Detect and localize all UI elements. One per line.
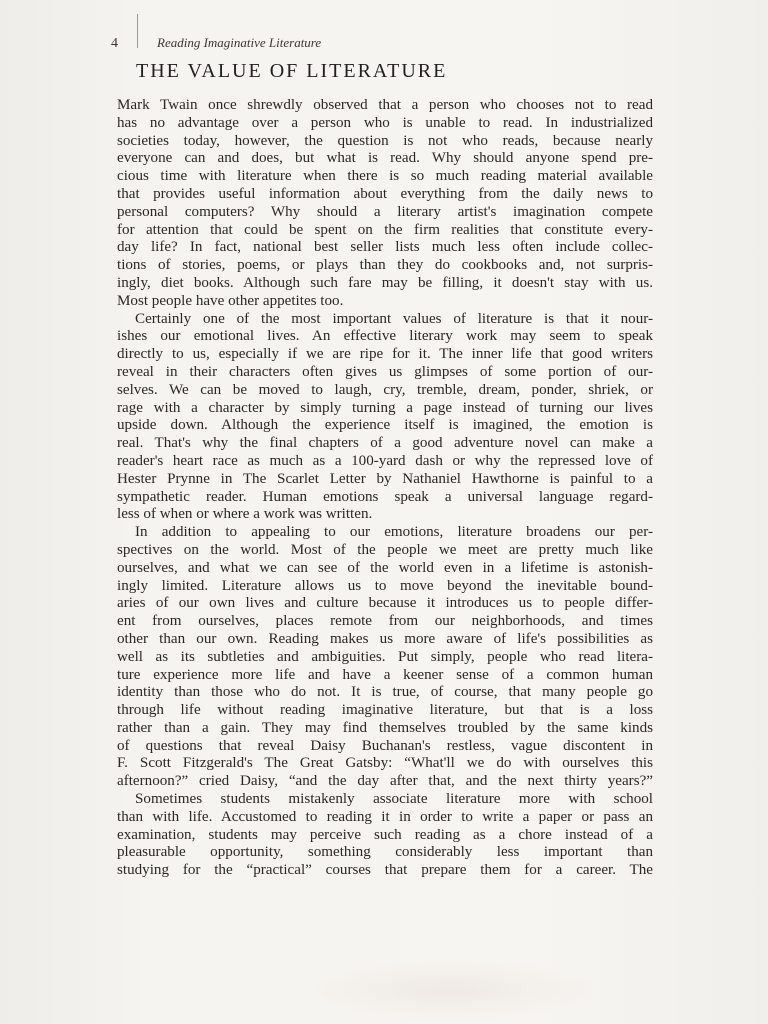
body-text: [117, 97, 653, 880]
text-line: personal computers? Why should a literary artist's imagination compete: [117, 203, 653, 220]
text-line: that provides useful information about everything from the daily news to: [117, 185, 653, 202]
gutter-line: [137, 14, 138, 48]
text-line: has no advantage over a person who is unable to read. In industrialized: [117, 114, 653, 131]
text-line: real. That's why the final chapters of a good adventure novel can make a: [117, 435, 653, 452]
text-line: rage with a character by simply turning a page instead of turning our lives: [117, 399, 653, 416]
text-line: for attention that could be spent on the firm realities that constitute every-: [117, 221, 653, 238]
text-line: directly to us, especially if we are ripe for it. The inner life that good writers: [117, 346, 653, 363]
text-line: everyone can and does, but what is read. Why should anyone spend pre-: [117, 150, 653, 167]
text-line: studying for the “practical” courses that prepare them for a career. The: [117, 862, 653, 879]
text-line: reader's heart race as much as a 100-yard dash or why the repressed love of: [117, 452, 653, 469]
text-line: ent from ourselves, places remote from our neighborhoods, and times: [117, 613, 653, 630]
text-line: identity than those who do not. It is true, of course, that many people go: [117, 684, 653, 701]
text-line: reveal in their characters often gives us glimpses of some portion of our-: [117, 363, 653, 380]
paragraph-first-line: Certainly one of the most important values of literature is that it nour-: [135, 310, 653, 327]
text-line: ingly, diet books. Although such fare may be filling, it doesn't stay with us.: [117, 274, 653, 291]
text-line: other than our own. Reading makes us more aware of life's possibilities as: [117, 630, 653, 647]
text-line: afternoon?” cried Daisy, “and the day after that, and the next thirty years?”: [117, 773, 653, 790]
text-line: upside down. Although the experience itself is imagined, the emotion is: [117, 417, 653, 434]
text-line: of questions that reveal Daisy Buchanan's restless, vague discontent in: [117, 737, 653, 754]
page-number: 4: [111, 36, 118, 51]
text-line: Mark Twain once shrewdly observed that a person who chooses not to read: [117, 97, 653, 113]
running-head: Reading Imaginative Literature: [157, 35, 322, 50]
text-line: sympathetic reader. Human emotions speak a universal language regard-: [117, 488, 653, 505]
text-line: pleasurable opportunity, something considerably less important than: [117, 844, 653, 861]
text-line: spectives on the world. Most of the people we meet are pretty much like: [117, 541, 653, 558]
text-line: ishes our emotional lives. An effective literary work may seem to speak: [117, 328, 653, 345]
text-line: selves. We can be moved to laugh, cry, tremble, dream, ponder, shriek, or: [117, 381, 653, 398]
paragraph-first-line: Sometimes students mistakenly associate literature more with school: [135, 791, 653, 808]
text-line: examination, students may perceive such reading as a chore instead of a: [117, 826, 653, 843]
text-line: societies today, however, the question is not who reads, because nearly: [117, 132, 653, 149]
text-line: ourselves, and what we can see of the world even in a lifetime is astonish-: [117, 559, 653, 576]
text-line: Most people have other appetites too.: [117, 292, 344, 309]
text-line: tions of stories, poems, or plays than they do cookbooks and, not surpris-: [117, 257, 653, 274]
section-title: THE VALUE OF LITERATURE: [136, 60, 448, 82]
text-line: aries of our own lives and culture because it introduces us to people differ-: [117, 595, 653, 612]
text-line: Hester Prynne in The Scarlet Letter by Nathaniel Hawthorne is painful to a: [117, 470, 653, 487]
text-line: well as its subtleties and ambiguities. Put simply, people who read litera-: [117, 648, 653, 665]
text-line: through life without reading imaginative literature, but that is a loss: [117, 702, 653, 719]
text-line: less of when or where a work was written.: [117, 506, 373, 523]
paragraph-first-line: In addition to appealing to our emotions, literature broadens our per-: [135, 524, 653, 541]
text-line: than with life. Accustomed to reading it in order to write a paper or pass an: [117, 808, 653, 825]
page-smudge: [300, 960, 600, 1020]
text-line: cious time with literature when there is so much reading material available: [117, 168, 653, 185]
text-line: ingly limited. Literature allows us to move beyond the inevitable bound-: [117, 577, 653, 594]
text-line: rather than a gain. They may find themselves troubled by the same kinds: [117, 719, 653, 736]
text-line: F. Scott Fitzgerald's The Great Gatsby: “What'll we do with ourselves this: [117, 755, 653, 772]
text-line: day life? In fact, national best seller lists much less often include collec-: [117, 239, 653, 256]
text-line: ture experience more life and have a keener sense of a common human: [117, 666, 653, 683]
